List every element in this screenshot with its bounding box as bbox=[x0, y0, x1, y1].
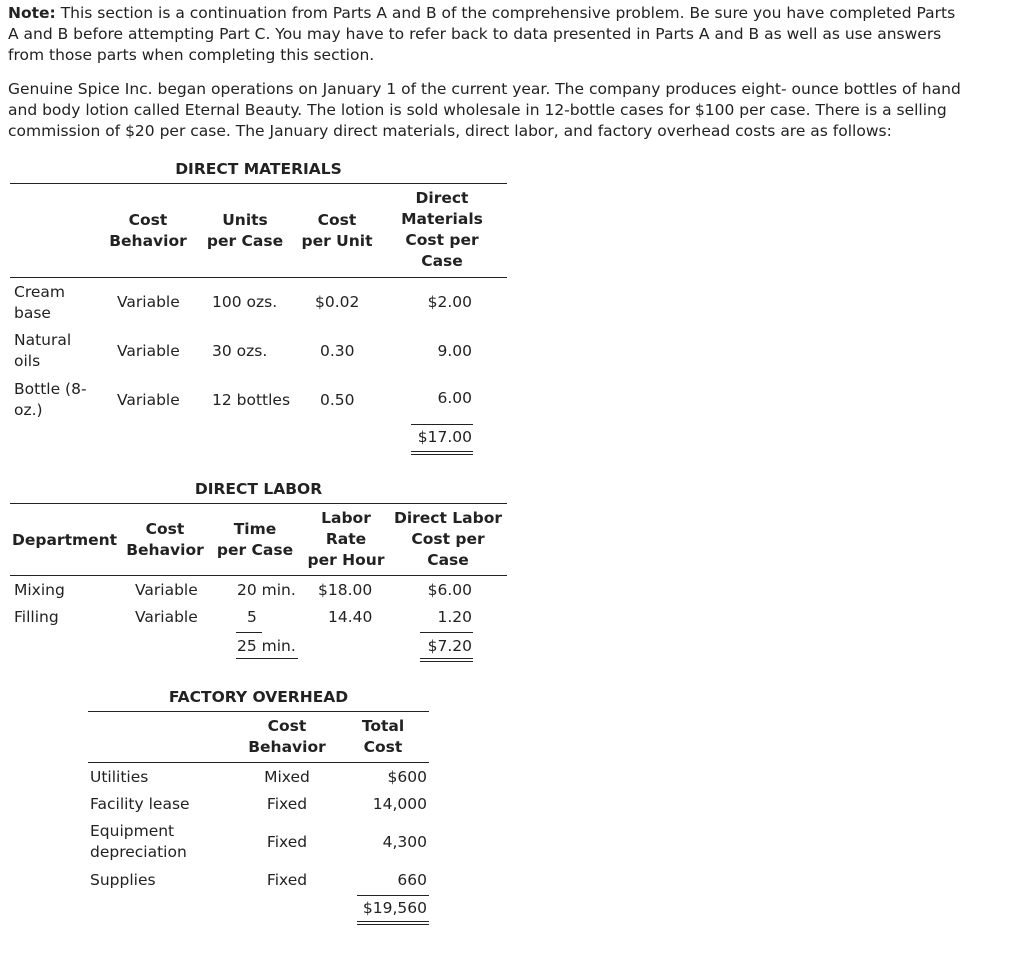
total-cost: 14,000 bbox=[372, 795, 427, 813]
intro-text-line-2: and body lotion called Eternal Beauty. The lotion is sold wholesale in 12-bottle cases for $100 per case. There is a selling bbox=[8, 101, 947, 119]
note-text-line-2: A and B before attempting Part C. You may have to refer back to data presented in Parts A and B as well as use answers bbox=[8, 25, 942, 43]
total-rule bbox=[411, 424, 473, 425]
dl-cost-per-case: 1.20 bbox=[437, 608, 472, 626]
dl-cost-per-case: $6.00 bbox=[427, 581, 472, 599]
header-units-per-case: Units per Case bbox=[206, 211, 284, 250]
table-top-rule bbox=[88, 711, 429, 712]
header-cost-behavior: Cost Behavior bbox=[248, 717, 326, 756]
header-dm-cost-per-case: Direct Materials Cost per Case bbox=[401, 189, 483, 270]
header-bottom-rule bbox=[10, 575, 507, 576]
header-cost-behavior: Cost Behavior bbox=[126, 520, 204, 559]
dm-cost-per-case: 6.00 bbox=[437, 389, 472, 407]
intro-text-line-3: commission of $20 per case. The January direct materials, direct labor, and factory overhead costs are as follows: bbox=[8, 122, 892, 140]
item-label: Bottle (8- oz.) bbox=[14, 380, 87, 419]
item-label: Utilities bbox=[90, 768, 149, 786]
dm-cost-per-case: $2.00 bbox=[427, 293, 472, 311]
intro-text-line-1: Genuine Spice Inc. began operations on January 1 of the current year. The company produces eight- ounce bottles of hand bbox=[8, 80, 961, 98]
note-label: Note: bbox=[8, 4, 56, 22]
table-top-rule bbox=[10, 183, 507, 184]
total-cost: $600 bbox=[387, 768, 427, 786]
cost-behavior: Fixed bbox=[266, 833, 308, 851]
time-total-underline bbox=[236, 658, 298, 659]
intro-paragraph bbox=[8, 79, 1018, 142]
cost-total-rule bbox=[420, 632, 473, 633]
header-dl-cost-per-case: Direct Labor Cost per Case bbox=[393, 509, 503, 569]
dl-total: $7.20 bbox=[427, 637, 472, 655]
total-double-rule bbox=[357, 921, 429, 925]
cost-total-double-rule bbox=[420, 658, 473, 662]
cost-behavior: Variable bbox=[117, 293, 180, 311]
dm-total: $17.00 bbox=[417, 428, 472, 446]
total-rule bbox=[357, 895, 429, 896]
header-bottom-rule bbox=[88, 762, 429, 763]
total-double-rule bbox=[411, 451, 473, 455]
note-text-line-3: from those parts when completing this section. bbox=[8, 46, 375, 64]
labor-rate: 14.40 bbox=[328, 608, 373, 626]
department: Filling bbox=[14, 608, 59, 626]
direct-labor-title: DIRECT LABOR bbox=[194, 480, 323, 498]
item-label: Equipment depreciation bbox=[90, 822, 187, 861]
header-cost-per-unit: Cost per Unit bbox=[301, 211, 373, 250]
cost-per-unit: 0.50 bbox=[320, 391, 355, 409]
item-label: Cream base bbox=[14, 283, 65, 322]
note-paragraph bbox=[8, 3, 1018, 66]
header-time-per-case: Time per Case bbox=[216, 520, 294, 559]
units-per-case: 12 bottles bbox=[212, 391, 291, 409]
labor-rate: $18.00 bbox=[318, 581, 373, 599]
header-department: Department bbox=[12, 531, 118, 549]
note-text-line-1: This section is a continuation from Parts A and B of the comprehensive problem. Be sure you have completed Parts bbox=[60, 4, 956, 22]
cost-per-unit: 0.30 bbox=[320, 342, 355, 360]
item-label: Facility lease bbox=[90, 795, 190, 813]
header-labor-rate: Labor Rate per Hour bbox=[307, 509, 385, 569]
cost-behavior: Variable bbox=[117, 342, 180, 360]
cost-behavior: Variable bbox=[135, 608, 198, 626]
cost-behavior: Variable bbox=[135, 581, 198, 599]
time-total-rule bbox=[236, 632, 262, 633]
total-cost: 4,300 bbox=[382, 833, 427, 851]
time-per-case: 5 bbox=[247, 608, 257, 626]
cost-behavior: Mixed bbox=[264, 768, 310, 786]
department: Mixing bbox=[14, 581, 65, 599]
header-bottom-rule bbox=[10, 277, 507, 278]
time-per-case: 20 min. bbox=[237, 581, 296, 599]
table-top-rule bbox=[10, 503, 507, 504]
fo-total: $19,560 bbox=[362, 899, 427, 917]
cost-behavior: Variable bbox=[117, 391, 180, 409]
units-per-case: 30 ozs. bbox=[212, 342, 268, 360]
direct-materials-title: DIRECT MATERIALS bbox=[175, 160, 342, 178]
factory-overhead-title: FACTORY OVERHEAD bbox=[168, 688, 349, 706]
cost-behavior: Fixed bbox=[266, 795, 308, 813]
total-cost: 660 bbox=[397, 871, 427, 889]
cost-behavior: Fixed bbox=[266, 871, 308, 889]
dm-cost-per-case: 9.00 bbox=[437, 342, 472, 360]
item-label: Supplies bbox=[90, 871, 156, 889]
item-label: Natural oils bbox=[14, 331, 72, 370]
total-time: 25 min. bbox=[237, 637, 296, 655]
header-cost-behavior: Cost Behavior bbox=[109, 211, 187, 250]
cost-per-unit: $0.02 bbox=[315, 293, 360, 311]
units-per-case: 100 ozs. bbox=[212, 293, 278, 311]
header-total-cost: Total Cost bbox=[361, 717, 405, 756]
